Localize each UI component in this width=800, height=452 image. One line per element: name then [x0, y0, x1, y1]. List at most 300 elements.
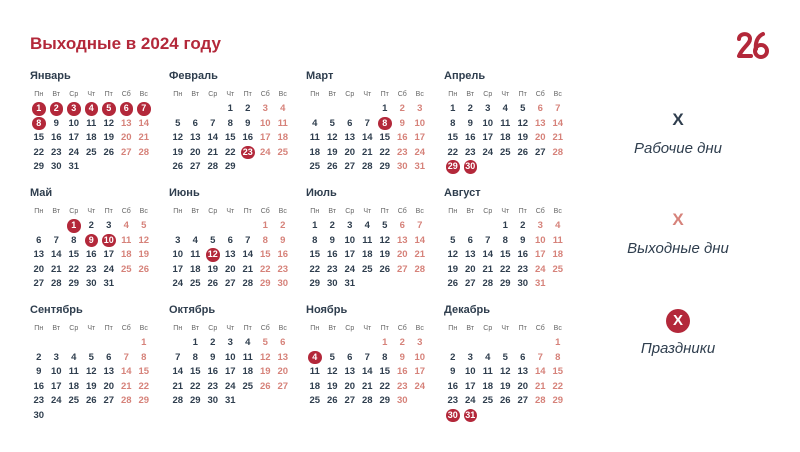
work-day: 3 — [485, 103, 491, 114]
work-day: 14 — [242, 249, 254, 260]
weekday-header: Сб — [121, 208, 131, 215]
work-day: 20 — [224, 263, 236, 275]
weekend-day: 8 — [555, 351, 561, 363]
weekend-day: 18 — [120, 249, 132, 260]
weekend-day: 17 — [259, 132, 271, 143]
month-name: Август — [444, 187, 481, 199]
weekend-day: 29 — [552, 395, 564, 406]
work-day: 27 — [517, 395, 529, 406]
work-day: 25 — [68, 395, 80, 406]
weekend-day: 10 — [534, 234, 546, 246]
work-day: 29 — [224, 161, 236, 172]
month-january — [30, 69, 154, 175]
work-day-mark: X — [672, 110, 684, 129]
weekend-day: 27 — [277, 380, 289, 392]
month-may — [30, 186, 154, 292]
weekday-header: Сб — [260, 91, 270, 98]
work-day: 15 — [447, 132, 459, 143]
empty-cell — [118, 336, 136, 351]
holiday-day: 3 — [65, 102, 83, 117]
empty-cell — [222, 219, 240, 234]
work-day: 7 — [485, 234, 491, 246]
empty-cell — [444, 219, 462, 234]
weekday-header: Пн — [34, 325, 44, 332]
work-day: 30 — [517, 278, 529, 289]
work-day: 4 — [192, 234, 198, 246]
weekend-day: 10 — [259, 117, 271, 129]
work-day: 18 — [309, 380, 321, 392]
work-day: 7 — [53, 234, 59, 246]
empty-cell — [48, 336, 66, 351]
holiday-day: 30 — [462, 160, 480, 175]
weekend-day: 17 — [414, 366, 426, 377]
work-day: 10 — [464, 366, 476, 377]
weekday-header: Чт — [363, 325, 372, 332]
work-day: 18 — [242, 366, 254, 377]
work-day: 20 — [517, 380, 529, 392]
work-day: 8 — [382, 351, 388, 363]
work-day: 16 — [33, 380, 45, 392]
work-day: 30 — [326, 278, 338, 289]
empty-cell — [324, 102, 342, 117]
work-day: 13 — [517, 366, 529, 377]
weekend-day: 19 — [138, 249, 150, 260]
work-day: 26 — [379, 263, 391, 275]
work-day: 13 — [189, 132, 201, 143]
weekend-day: 13 — [396, 234, 408, 246]
work-day: 17 — [224, 366, 236, 377]
weekend-day: 25 — [277, 146, 289, 158]
work-day: 7 — [210, 117, 216, 129]
work-day: 7 — [245, 234, 251, 246]
work-day: 10 — [482, 117, 494, 129]
work-day: 10 — [224, 351, 236, 363]
weekend-day: 28 — [138, 146, 150, 158]
work-day: 29 — [33, 161, 45, 172]
weekend-day: 11 — [552, 234, 563, 246]
weekday-header: Вт — [52, 325, 61, 332]
work-day: 9 — [245, 117, 251, 129]
work-day: 15 — [189, 366, 201, 377]
work-day: 20 — [189, 146, 201, 158]
empty-cell — [30, 219, 48, 234]
work-day: 5 — [450, 234, 456, 246]
work-day: 24 — [482, 146, 494, 158]
work-day: 23 — [50, 146, 62, 158]
weekday-header: Пн — [448, 91, 458, 98]
weekend-day: 24 — [259, 146, 271, 158]
weekday-header: Чт — [87, 91, 96, 98]
weekday-header: Ср — [208, 91, 218, 98]
work-day: 21 — [172, 380, 184, 392]
work-day: 27 — [103, 395, 115, 406]
weekday-header: Пт — [380, 208, 389, 215]
work-day: 14 — [207, 132, 219, 143]
work-day: 21 — [361, 146, 373, 158]
work-day: 19 — [447, 263, 459, 275]
work-day: 6 — [227, 234, 233, 246]
weekend-day: 24 — [534, 263, 546, 275]
weekend-day: 16 — [396, 132, 408, 143]
work-day: 19 — [517, 132, 529, 143]
work-day: 24 — [172, 278, 184, 289]
weekend-day: 16 — [277, 249, 289, 260]
work-day: 17 — [50, 380, 62, 392]
work-day: 25 — [189, 278, 201, 289]
work-day: 20 — [103, 380, 115, 392]
weekday-header: Пн — [34, 208, 44, 215]
weekday-header: Сб — [121, 91, 131, 98]
work-day: 19 — [326, 146, 338, 158]
weekday-header: Вт — [328, 91, 337, 98]
work-day: 9 — [329, 234, 335, 246]
weekday-header: Пт — [518, 91, 527, 98]
month-grid — [444, 322, 568, 423]
work-day: 27 — [464, 278, 476, 289]
weekend-day: 9 — [399, 117, 405, 129]
weekday-header: Чт — [226, 208, 235, 215]
work-day: 22 — [309, 263, 321, 275]
work-day: 16 — [50, 132, 62, 143]
month-july — [306, 186, 430, 292]
work-day: 10 — [50, 366, 62, 377]
work-day: 13 — [464, 249, 476, 260]
26-logo-icon — [736, 30, 770, 62]
work-day: 30 — [85, 278, 97, 289]
weekend-day: 21 — [414, 249, 426, 260]
work-day: 13 — [344, 366, 356, 377]
work-day: 22 — [33, 146, 45, 158]
weekend-day: 8 — [262, 234, 268, 246]
weekend-day: 10 — [414, 351, 426, 363]
weekend-day: 17 — [414, 132, 426, 143]
weekday-header: Вс — [553, 325, 562, 332]
weekday-header: Пт — [104, 91, 113, 98]
weekday-header: Вт — [191, 325, 200, 332]
weekend-day: 6 — [537, 103, 543, 114]
weekend-day: 13 — [534, 117, 546, 129]
work-day: 6 — [106, 351, 112, 363]
weekday-header: Ср — [208, 208, 218, 215]
empty-cell — [532, 336, 550, 351]
month-september — [30, 303, 154, 423]
work-day: 11 — [68, 366, 79, 377]
empty-cell — [169, 219, 187, 234]
work-day: 17 — [172, 263, 184, 275]
empty-cell — [341, 102, 359, 117]
work-day: 23 — [33, 395, 45, 406]
empty-cell — [497, 336, 515, 351]
work-day: 25 — [309, 395, 321, 406]
work-day: 12 — [499, 366, 511, 377]
weekend-day: 2 — [399, 337, 405, 348]
work-day: 22 — [379, 146, 391, 158]
weekend-day: 1 — [555, 337, 561, 348]
work-day: 10 — [172, 249, 184, 260]
weekend-day: 20 — [534, 132, 546, 143]
work-day: 31 — [224, 395, 236, 406]
weekday-header: Чт — [501, 325, 510, 332]
weekday-header: Пт — [243, 91, 252, 98]
weekday-header: Сб — [397, 325, 407, 332]
work-day: 11 — [190, 249, 201, 260]
work-day: 22 — [379, 380, 391, 392]
weekend-day: 25 — [552, 263, 564, 275]
work-day: 23 — [464, 146, 476, 158]
month-grid — [169, 205, 293, 292]
weekday-header: Чт — [87, 325, 96, 332]
work-day: 11 — [362, 234, 373, 246]
work-day: 18 — [482, 380, 494, 392]
work-day: 1 — [450, 103, 456, 114]
work-day: 1 — [192, 337, 198, 348]
month-name: Апрель — [444, 70, 486, 82]
work-day: 8 — [192, 351, 198, 363]
weekend-day: 6 — [280, 337, 286, 348]
work-day: 30 — [33, 409, 45, 421]
work-day: 11 — [500, 117, 511, 129]
work-day: 25 — [85, 146, 97, 158]
weekend-day: 23 — [277, 263, 289, 275]
work-day: 15 — [33, 132, 45, 143]
work-day: 5 — [329, 117, 335, 129]
work-day: 8 — [502, 234, 508, 246]
weekday-header: Пн — [310, 208, 320, 215]
work-day: 19 — [499, 380, 511, 392]
month-grid — [169, 322, 293, 409]
legend-work-days — [612, 108, 744, 157]
work-day: 19 — [172, 146, 184, 158]
work-day: 23 — [326, 263, 338, 275]
weekday-header: Вс — [139, 325, 148, 332]
weekday-header: Вс — [415, 208, 424, 215]
work-day: 2 — [245, 103, 251, 114]
work-day: 3 — [467, 351, 473, 363]
work-day: 29 — [379, 395, 391, 406]
work-day: 9 — [36, 366, 42, 377]
work-day: 4 — [485, 351, 491, 363]
holiday-day: 31 — [462, 409, 480, 424]
work-day: 21 — [207, 146, 219, 158]
weekend-day: 4 — [555, 220, 561, 231]
legend-label: Выходные дни — [627, 240, 729, 257]
work-day: 27 — [534, 146, 546, 158]
work-day: 18 — [361, 249, 373, 260]
empty-cell — [462, 219, 480, 234]
weekend-day: 22 — [138, 380, 150, 392]
work-day: 9 — [210, 351, 216, 363]
work-day: 21 — [242, 263, 254, 275]
weekend-day: 20 — [396, 249, 408, 260]
work-day: 23 — [517, 263, 529, 275]
weekday-header: Пн — [173, 91, 183, 98]
weekend-day: 29 — [138, 395, 150, 406]
month-grid — [30, 88, 154, 175]
weekend-day: 20 — [120, 132, 132, 143]
weekday-header: Ср — [208, 325, 218, 332]
work-day: 24 — [68, 146, 80, 158]
work-day: 16 — [85, 249, 97, 260]
work-day: 18 — [85, 132, 97, 143]
work-day: 30 — [50, 161, 62, 172]
month-grid — [30, 205, 154, 292]
work-day: 3 — [347, 220, 353, 231]
work-day: 3 — [53, 351, 59, 363]
weekday-header: Ср — [345, 208, 355, 215]
empty-cell — [65, 336, 83, 351]
work-day: 11 — [482, 366, 493, 377]
work-day: 2 — [210, 337, 216, 348]
weekday-header: Вт — [466, 208, 475, 215]
work-day: 25 — [482, 395, 494, 406]
work-day: 2 — [329, 220, 335, 231]
weekday-header: Чт — [501, 208, 510, 215]
weekend-day: 31 — [414, 161, 426, 172]
weekday-header: Чт — [501, 91, 510, 98]
work-day: 12 — [172, 132, 184, 143]
weekday-header: Ср — [69, 91, 79, 98]
work-day: 28 — [361, 161, 373, 172]
work-day: 27 — [189, 161, 201, 172]
weekday-header: Вс — [553, 91, 562, 98]
work-day: 18 — [68, 380, 80, 392]
empty-cell — [324, 336, 342, 351]
work-day: 10 — [68, 117, 80, 129]
weekend-day: 26 — [259, 380, 271, 392]
month-grid — [306, 88, 430, 175]
work-day: 8 — [227, 117, 233, 129]
work-day: 22 — [224, 146, 236, 158]
work-day: 16 — [447, 380, 459, 392]
work-day: 16 — [326, 249, 338, 260]
work-day: 3 — [106, 220, 112, 231]
work-day: 6 — [192, 117, 198, 129]
month-grid — [306, 205, 430, 292]
work-day: 25 — [309, 161, 321, 172]
empty-cell — [169, 102, 187, 117]
empty-cell — [100, 336, 118, 351]
weekend-day: 4 — [280, 103, 286, 114]
weekday-header: Вт — [191, 91, 200, 98]
work-day: 24 — [50, 395, 62, 406]
month-october — [169, 303, 293, 409]
month-august — [444, 186, 568, 292]
weekend-day: 21 — [120, 380, 132, 392]
work-day: 31 — [68, 161, 80, 172]
weekend-day: 11 — [277, 117, 288, 129]
work-day: 26 — [499, 395, 511, 406]
weekend-day: 5 — [262, 337, 268, 348]
weekend-day: 13 — [120, 117, 132, 129]
weekend-day: 12 — [259, 351, 271, 363]
work-day: 20 — [33, 263, 45, 275]
work-day: 25 — [499, 146, 511, 158]
work-day: 26 — [85, 395, 97, 406]
weekday-header: Пт — [243, 208, 252, 215]
month-name: Сентябрь — [30, 304, 83, 316]
empty-cell — [204, 102, 222, 117]
month-march — [306, 69, 430, 175]
empty-cell — [239, 219, 257, 234]
holiday-day: 30 — [444, 409, 462, 424]
month-name: Июнь — [169, 187, 200, 199]
weekday-header: Вс — [278, 208, 287, 215]
work-day: 14 — [482, 249, 494, 260]
weekend-day: 3 — [537, 220, 543, 231]
weekend-day: 25 — [120, 263, 132, 275]
empty-cell — [30, 336, 48, 351]
work-day: 27 — [224, 278, 236, 289]
weekday-header: Пн — [173, 208, 183, 215]
legend-holidays — [612, 308, 744, 357]
weekday-header: Чт — [87, 208, 96, 215]
empty-cell — [359, 336, 377, 351]
work-day: 28 — [207, 161, 219, 172]
work-day: 24 — [464, 395, 476, 406]
month-name: Июль — [306, 187, 337, 199]
weekday-header: Вт — [328, 325, 337, 332]
weekend-day: 11 — [121, 234, 132, 246]
work-day: 14 — [50, 249, 62, 260]
weekday-header: Чт — [363, 91, 372, 98]
weekday-header: Сб — [535, 325, 545, 332]
weekday-header: Вт — [52, 208, 61, 215]
work-day: 23 — [207, 380, 219, 392]
weekend-day: 18 — [552, 249, 564, 260]
work-day: 7 — [364, 117, 370, 129]
work-day: 17 — [482, 132, 494, 143]
work-day: 24 — [103, 263, 115, 275]
work-day: 26 — [207, 278, 219, 289]
weekend-day: 27 — [120, 146, 132, 158]
weekend-day: 14 — [414, 234, 426, 246]
work-day: 6 — [467, 234, 473, 246]
work-day: 26 — [447, 278, 459, 289]
weekday-header: Пн — [173, 325, 183, 332]
weekday-header: Ср — [483, 325, 493, 332]
weekend-day: 1 — [262, 220, 268, 231]
work-day: 13 — [103, 366, 115, 377]
month-february — [169, 69, 293, 175]
work-day: 3 — [175, 234, 181, 246]
month-grid — [444, 205, 568, 292]
weekday-header: Пн — [34, 91, 44, 98]
weekday-header: Вт — [191, 208, 200, 215]
work-day: 18 — [189, 263, 201, 275]
weekend-day: 14 — [120, 366, 132, 377]
work-day: 23 — [447, 395, 459, 406]
weekend-day: 23 — [396, 380, 408, 392]
work-day: 4 — [71, 351, 77, 363]
month-name: Декабрь — [444, 304, 490, 316]
weekend-day: 30 — [277, 278, 289, 289]
weekday-header: Ср — [345, 91, 355, 98]
weekend-day: 7 — [123, 351, 129, 363]
work-day: 15 — [379, 132, 391, 143]
holiday-day: 2 — [48, 102, 66, 117]
work-day: 4 — [312, 117, 318, 129]
weekday-header: Пт — [104, 208, 113, 215]
work-day: 29 — [68, 278, 80, 289]
work-day: 21 — [50, 263, 62, 275]
weekday-header: Ср — [345, 325, 355, 332]
weekday-header: Сб — [535, 208, 545, 215]
weekday-header: Ср — [483, 91, 493, 98]
weekend-day: 6 — [399, 220, 405, 231]
work-day: 5 — [520, 103, 526, 114]
weekday-header: Сб — [121, 325, 131, 332]
work-day: 19 — [85, 380, 97, 392]
